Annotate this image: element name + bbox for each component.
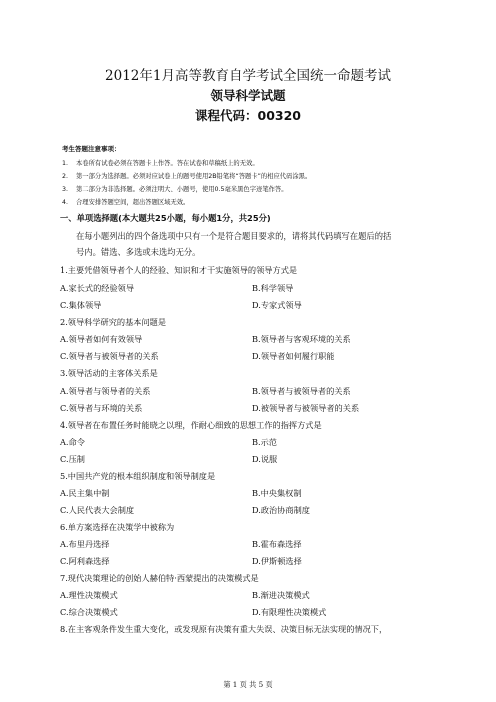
note-text: 第一部分为选择题。必须对应试卷上的题号使用2B铅笔将“答题卡”的相应代码涂黑。 bbox=[76, 173, 312, 180]
question-stem: 6.单方案选择在决策学中被称为 bbox=[60, 522, 175, 532]
question-stem: 4.领导者在布置任务时能晓之以理，作耐心细致的思想工作的指挥方式是 bbox=[60, 420, 322, 430]
option-c: C.集体领导 bbox=[60, 300, 102, 310]
option-a: A.命令 bbox=[60, 437, 85, 447]
option-a: A.理性决策模式 bbox=[60, 590, 118, 600]
exam-subtitle: 领导科学试题 bbox=[210, 88, 286, 103]
note-number: 2. bbox=[62, 173, 69, 180]
section-instruction: 在每小题列出的四个备选项中只有一个是符合题目要求的，请将其代码填写在题后的括 bbox=[76, 231, 392, 241]
option-b: B.领导者与客观环境的关系 bbox=[252, 334, 351, 344]
page-footer: 第 1 页 共 5 页 bbox=[223, 680, 273, 689]
option-d: D.领导者如何履行职能 bbox=[252, 351, 335, 361]
question-stem: 1.主要凭借领导者个人的经验、知识和才干实施领导的领导方式是 bbox=[60, 265, 298, 275]
note-number: 4. bbox=[62, 199, 69, 206]
option-a: A.领导者如何有效领导 bbox=[60, 334, 143, 344]
note-text: 合理安排答题空间，超出答题区域无效。 bbox=[76, 199, 190, 206]
question-stem: 7.现代决策理论的创始人赫伯特·西蒙提出的决策模式是 bbox=[60, 573, 259, 583]
option-d: D.说服 bbox=[252, 454, 278, 464]
option-d: D.政治协商制度 bbox=[252, 505, 310, 515]
note-number: 3. bbox=[62, 186, 69, 193]
option-b: B.霍布森选择 bbox=[252, 539, 302, 549]
note-text: 本卷所有试卷必须在答题卡上作答。答在试卷和草稿纸上的无效。 bbox=[76, 160, 259, 167]
option-c: C.压制 bbox=[60, 454, 85, 464]
notes-heading: 考生答题注意事项： bbox=[62, 145, 121, 153]
option-c: C.阿利森选择 bbox=[60, 556, 110, 566]
note-number: 1. bbox=[62, 160, 69, 167]
option-a: A.领导者与领导者的关系 bbox=[60, 386, 151, 396]
option-c: C.领导者与被领导者的关系 bbox=[60, 351, 159, 361]
note-item bbox=[62, 197, 189, 206]
option-a: A.布里丹选择 bbox=[60, 539, 110, 549]
option-a: A.家长式的经验领导 bbox=[60, 283, 135, 293]
option-b: B.领导者与被领导者的关系 bbox=[252, 386, 351, 396]
option-a: A.民主集中制 bbox=[60, 488, 110, 498]
question-stem: 5.中国共产党的根本组织制度和领导制度是 bbox=[60, 471, 216, 481]
question-stem-partial: 8.在主客观条件发生重大变化，或发现原有决策有重大失误、决策目标无法实现的情况下， bbox=[60, 624, 388, 634]
option-b: B.示范 bbox=[252, 437, 277, 447]
option-c: C.人民代表大会制度 bbox=[60, 505, 135, 515]
option-b: B.科学领导 bbox=[252, 283, 294, 293]
course-code: 课程代码：00320 bbox=[195, 108, 301, 123]
option-c: C.领导者与环境的关系 bbox=[60, 403, 143, 413]
option-b: B.中央集权制 bbox=[252, 488, 302, 498]
option-d: D.被领导者与被领导者的关系 bbox=[252, 403, 360, 413]
note-item bbox=[62, 184, 288, 193]
option-d: D.有限理性决策模式 bbox=[252, 607, 327, 617]
note-item bbox=[62, 158, 259, 167]
note-item bbox=[62, 171, 311, 180]
section-heading: 一、单项选择题(本大题共25小题，每小题1分，共25分) bbox=[60, 213, 271, 223]
option-b: B.渐进决策模式 bbox=[252, 590, 310, 600]
option-d: D.伊斯顿选择 bbox=[252, 556, 302, 566]
question-stem: 3.领导活动的主客体关系是 bbox=[60, 368, 158, 378]
exam-title: 2012年1月高等教育自学考试全国统一命题考试 bbox=[105, 68, 391, 84]
question-stem: 2.领导科学研究的基本问题是 bbox=[60, 317, 167, 327]
section-instruction-cont: 号内。错选、多选或未选均无分。 bbox=[76, 247, 201, 257]
option-d: D.专家式领导 bbox=[252, 300, 302, 310]
note-text: 第二部分为非选择题。必须注明大、小题号，使用0.5毫米黑色字迹笔作答。 bbox=[76, 186, 288, 193]
option-c: C.综合决策模式 bbox=[60, 607, 118, 617]
